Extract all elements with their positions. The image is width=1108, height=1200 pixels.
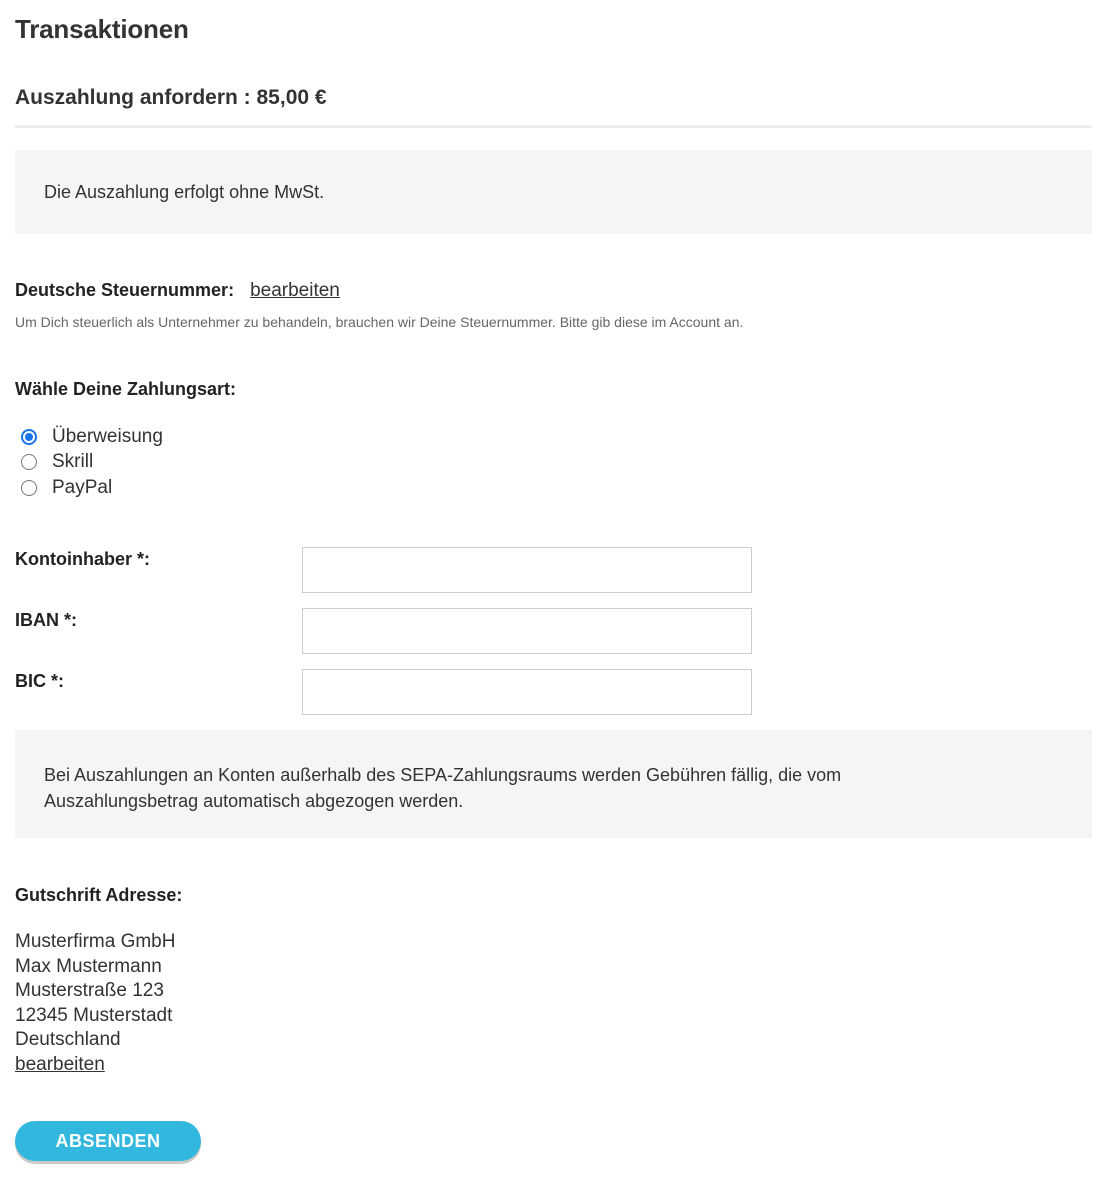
tax-number-label: Deutsche Steuernummer: (15, 280, 235, 300)
radio-button[interactable] (21, 454, 37, 470)
bic-label: BIC *: (15, 671, 64, 691)
payment-option-paypal[interactable] (21, 475, 163, 501)
iban-label: IBAN *: (15, 610, 77, 630)
submit-button[interactable]: ABSENDEN (15, 1121, 201, 1161)
payment-option-label: Skrill (52, 451, 94, 473)
account-holder-label: Kontoinhaber *: (15, 549, 150, 569)
tax-number-row (15, 280, 340, 302)
tax-number-hint: Um Dich steuerlich als Unternehmer zu behandeln, brauchen wir Deine Steuernummer. Bitte gib diese im Account an. (15, 314, 744, 330)
tax-number-edit-link[interactable]: bearbeiten (250, 280, 340, 301)
address-edit-link[interactable]: bearbeiten (15, 1053, 105, 1075)
sepa-notice-box (15, 730, 1092, 838)
address-line: Musterstraße 123 (15, 980, 164, 1002)
vat-notice-text: Die Auszahlung erfolgt ohne MwSt. (44, 182, 325, 202)
address-line: Deutschland (15, 1029, 121, 1051)
payment-option-label: Überweisung (52, 425, 163, 447)
credit-address (15, 930, 175, 1078)
address-line: 12345 Musterstadt (15, 1004, 173, 1026)
iban-input[interactable] (302, 608, 752, 654)
sepa-notice-text: Bei Auszahlungen an Konten außerhalb des SEPA-Zahlungsraums werden Gebühren fällig, die vom Auszahlungsbetrag automatisch abgezogen werden. (44, 765, 842, 811)
payment-option-transfer[interactable] (21, 424, 163, 450)
payout-request-heading: Auszahlung anfordern : 85,00 € (15, 86, 327, 109)
payment-method-label: Wähle Deine Zahlungsart: (15, 379, 237, 399)
credit-address-label: Gutschrift Adresse: (15, 885, 183, 905)
page-title: Transaktionen (15, 14, 189, 44)
bic-input[interactable] (302, 669, 752, 715)
payment-option-label: PayPal (52, 476, 113, 498)
heading-divider (15, 125, 1092, 128)
radio-button-checked[interactable] (21, 429, 37, 445)
vat-notice-box (15, 150, 1092, 234)
address-line: Max Mustermann (15, 955, 162, 977)
account-holder-input[interactable] (302, 547, 752, 593)
radio-button[interactable] (21, 480, 37, 496)
payment-option-skrill[interactable] (21, 450, 163, 476)
address-line: Musterfirma GmbH (15, 931, 176, 952)
payment-method-radio-group (21, 424, 163, 501)
